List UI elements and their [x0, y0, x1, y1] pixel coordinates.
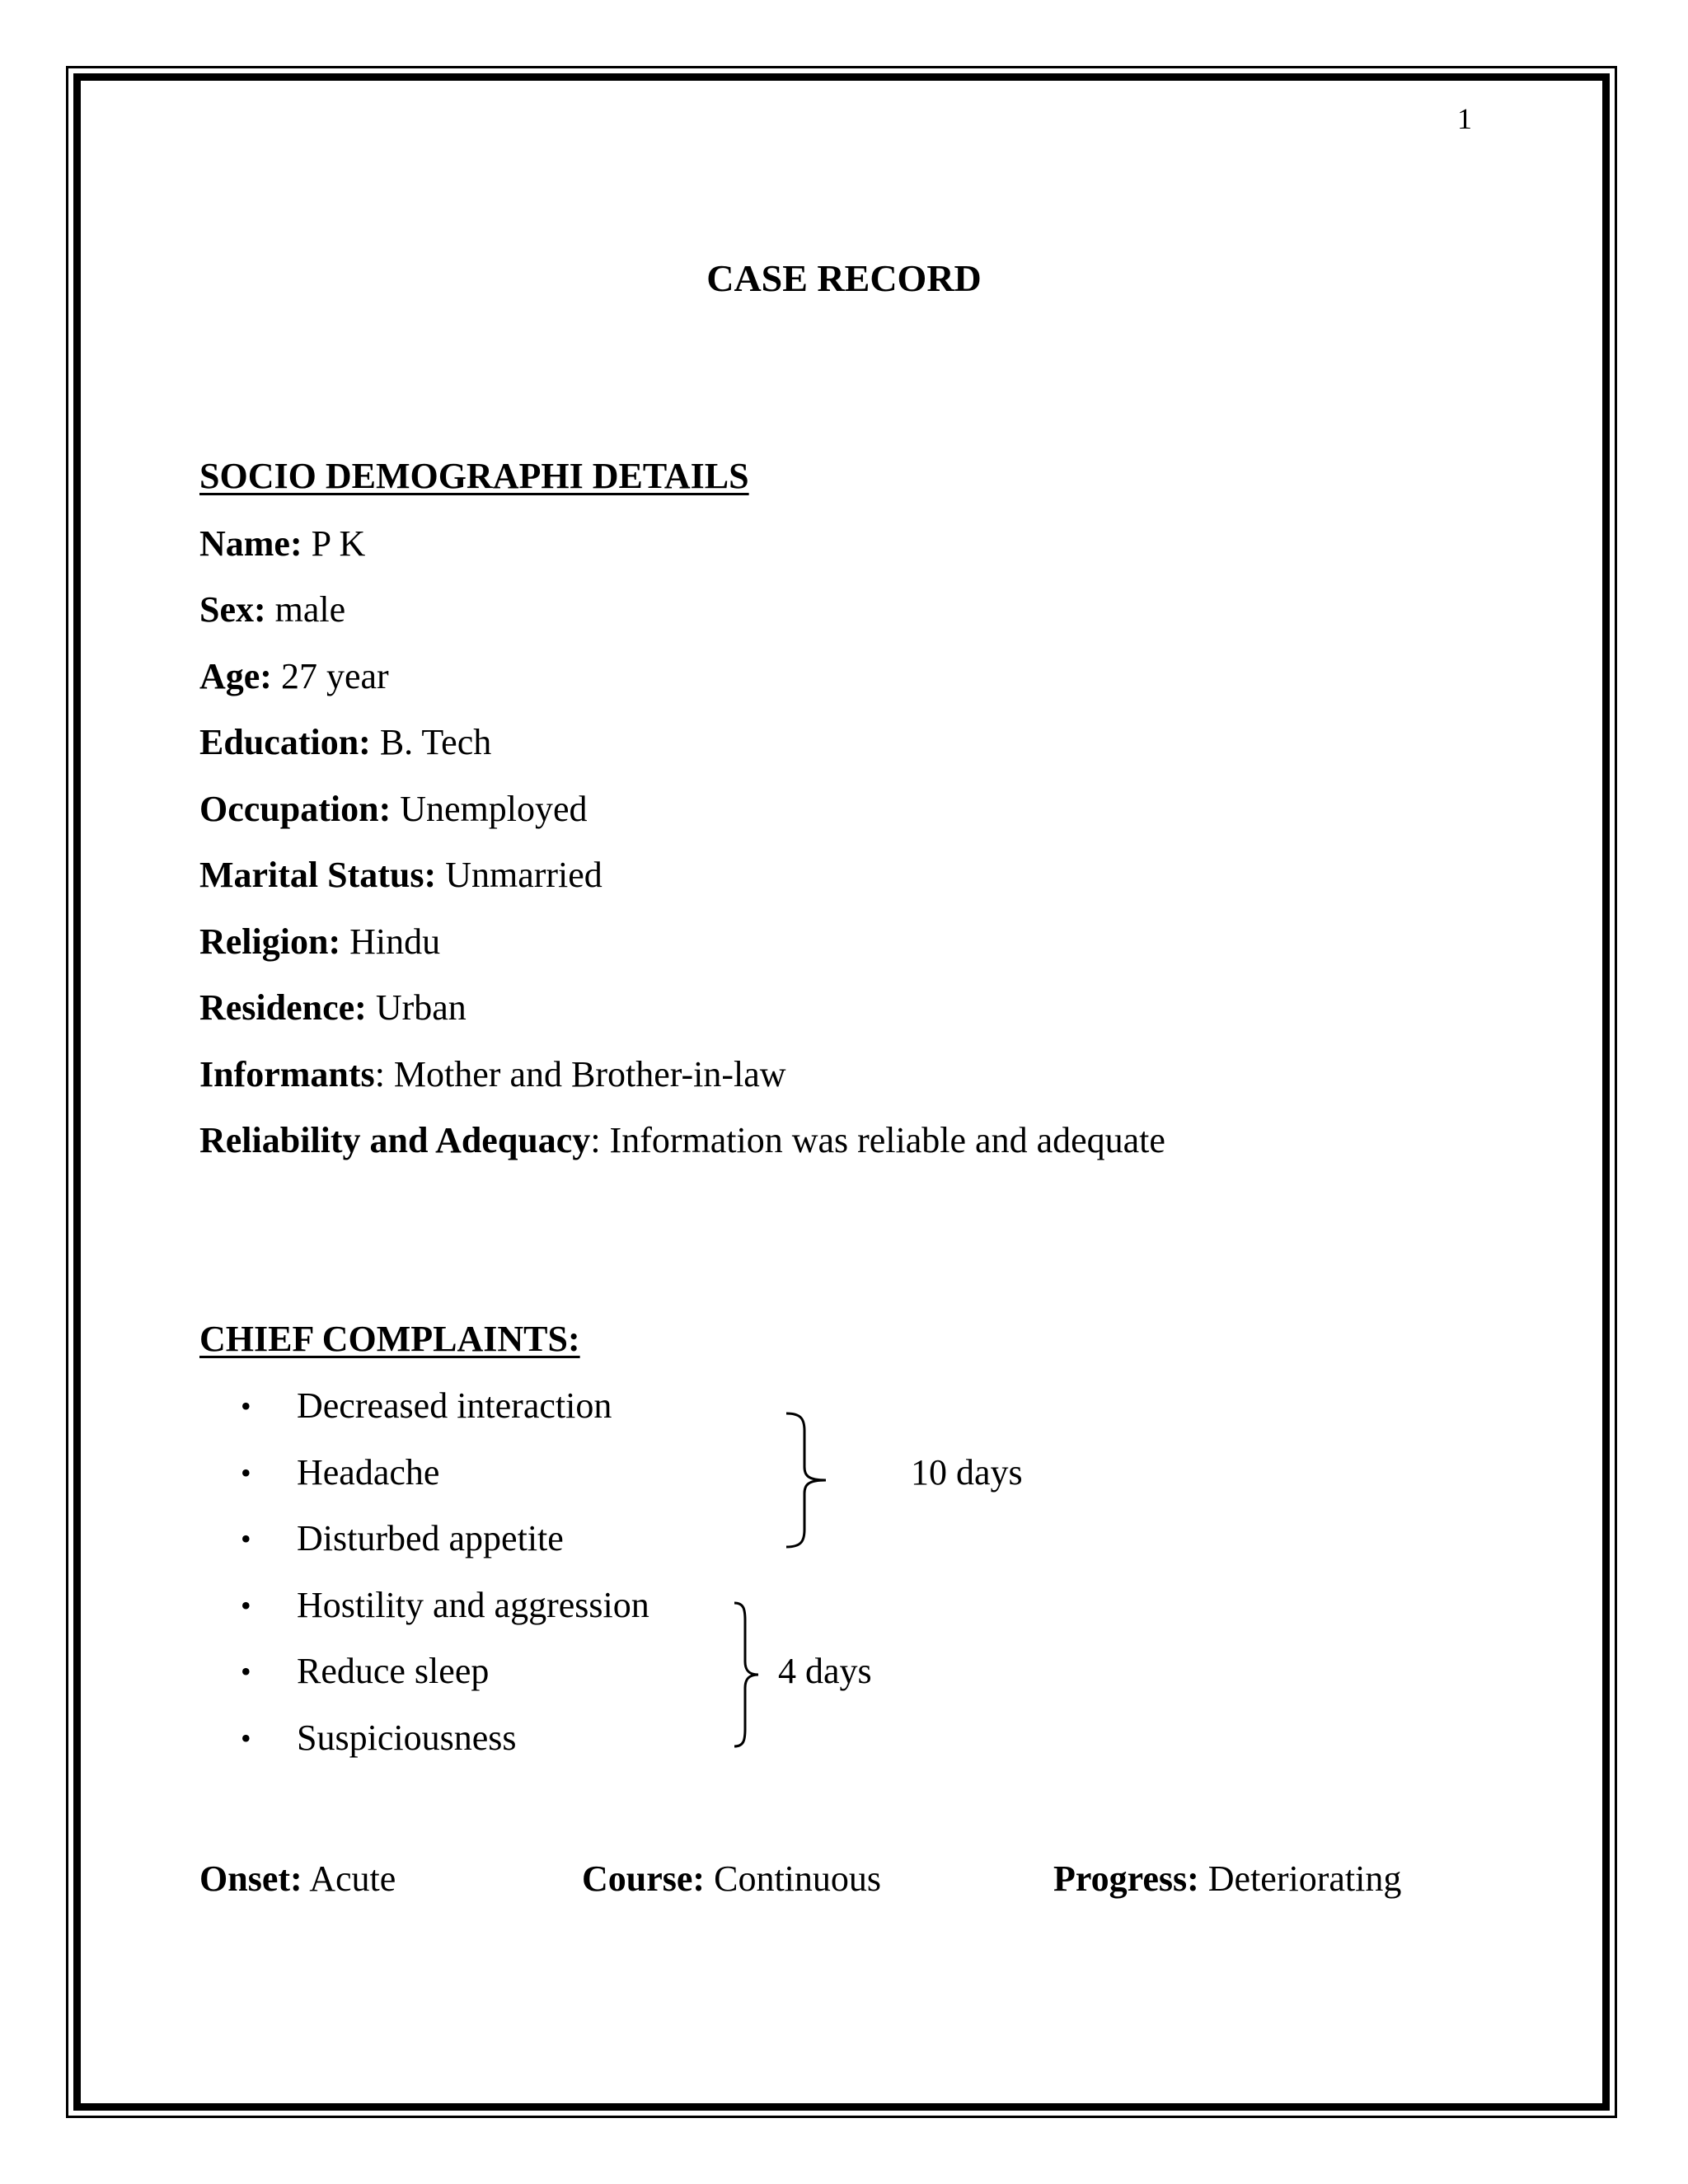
- list-item: [241, 1715, 516, 1761]
- field-value: P K: [302, 523, 366, 564]
- field-label: Religion:: [199, 921, 341, 962]
- socio-demographic-heading: SOCIO DEMOGRAPHI DETAILS: [199, 456, 749, 496]
- field-value: B. Tech: [370, 722, 492, 762]
- course-field: [582, 1856, 881, 1902]
- field-sex: [199, 587, 345, 633]
- duration-label: 4 days: [778, 1651, 872, 1691]
- field-value: Acute: [302, 1858, 396, 1899]
- list-item: [241, 1582, 649, 1629]
- field-value: Unemployed: [391, 789, 588, 829]
- field-value: : Information was reliable and adequate: [590, 1120, 1165, 1160]
- chief-complaints-heading: CHIEF COMPLAINTS:: [199, 1319, 580, 1359]
- duration-label: 10 days: [911, 1452, 1023, 1493]
- progress-field: [1053, 1856, 1401, 1902]
- list-item: [241, 1383, 612, 1429]
- curly-brace-icon: [732, 1601, 765, 1749]
- field-label: Onset:: [199, 1858, 302, 1899]
- field-value: Unmarried: [436, 855, 603, 895]
- bullet-icon: •: [241, 1456, 251, 1489]
- document-title: CASE RECORD: [706, 257, 982, 299]
- field-label: Sex:: [199, 589, 266, 630]
- field-value: Continuous: [705, 1858, 882, 1899]
- field-occupation: [199, 786, 588, 832]
- field-label: Occupation:: [199, 789, 392, 829]
- field-label: Age:: [199, 656, 272, 696]
- field-name: [199, 521, 365, 567]
- field-education: [199, 719, 491, 766]
- field-label: Residence:: [199, 987, 367, 1028]
- field-label: Progress:: [1053, 1858, 1199, 1899]
- field-label: Informants: [199, 1054, 375, 1094]
- complaint-text: Hostility and aggression: [297, 1585, 649, 1625]
- bullet-icon: •: [241, 1655, 251, 1688]
- onset-field: [199, 1856, 396, 1902]
- complaint-text: Headache: [297, 1452, 440, 1493]
- field-label: Course:: [582, 1858, 706, 1899]
- bullet-icon: •: [241, 1589, 251, 1622]
- field-value: male: [265, 589, 346, 630]
- list-item: [241, 1516, 564, 1562]
- field-religion: [199, 919, 440, 965]
- field-value: Deteriorating: [1198, 1858, 1402, 1899]
- field-marital-status: [199, 852, 603, 898]
- bullet-icon: •: [241, 1522, 251, 1555]
- field-age: [199, 654, 389, 700]
- field-label: Reliability and Adequacy: [199, 1120, 591, 1160]
- bullet-icon: •: [241, 1390, 251, 1422]
- bullet-icon: •: [241, 1722, 251, 1755]
- field-value: : Mother and Brother-in-law: [374, 1054, 786, 1094]
- field-informants: [199, 1052, 786, 1098]
- list-item: [241, 1450, 439, 1496]
- field-value: 27 year: [271, 656, 389, 696]
- field-value: Hindu: [340, 921, 441, 962]
- page-number: 1: [1457, 102, 1472, 135]
- field-label: Education:: [199, 722, 371, 762]
- complaint-text: Disturbed appetite: [297, 1518, 564, 1558]
- field-residence: [199, 985, 467, 1031]
- field-label: Name:: [199, 523, 302, 564]
- complaint-text: Suspiciousness: [297, 1718, 517, 1758]
- list-item: [241, 1648, 489, 1694]
- field-reliability: [199, 1118, 1165, 1164]
- field-value: Urban: [366, 987, 467, 1028]
- field-label: Marital Status:: [199, 855, 437, 895]
- complaint-text: Reduce sleep: [297, 1651, 490, 1691]
- curly-brace-icon: [783, 1411, 832, 1549]
- complaint-text: Decreased interaction: [297, 1385, 612, 1426]
